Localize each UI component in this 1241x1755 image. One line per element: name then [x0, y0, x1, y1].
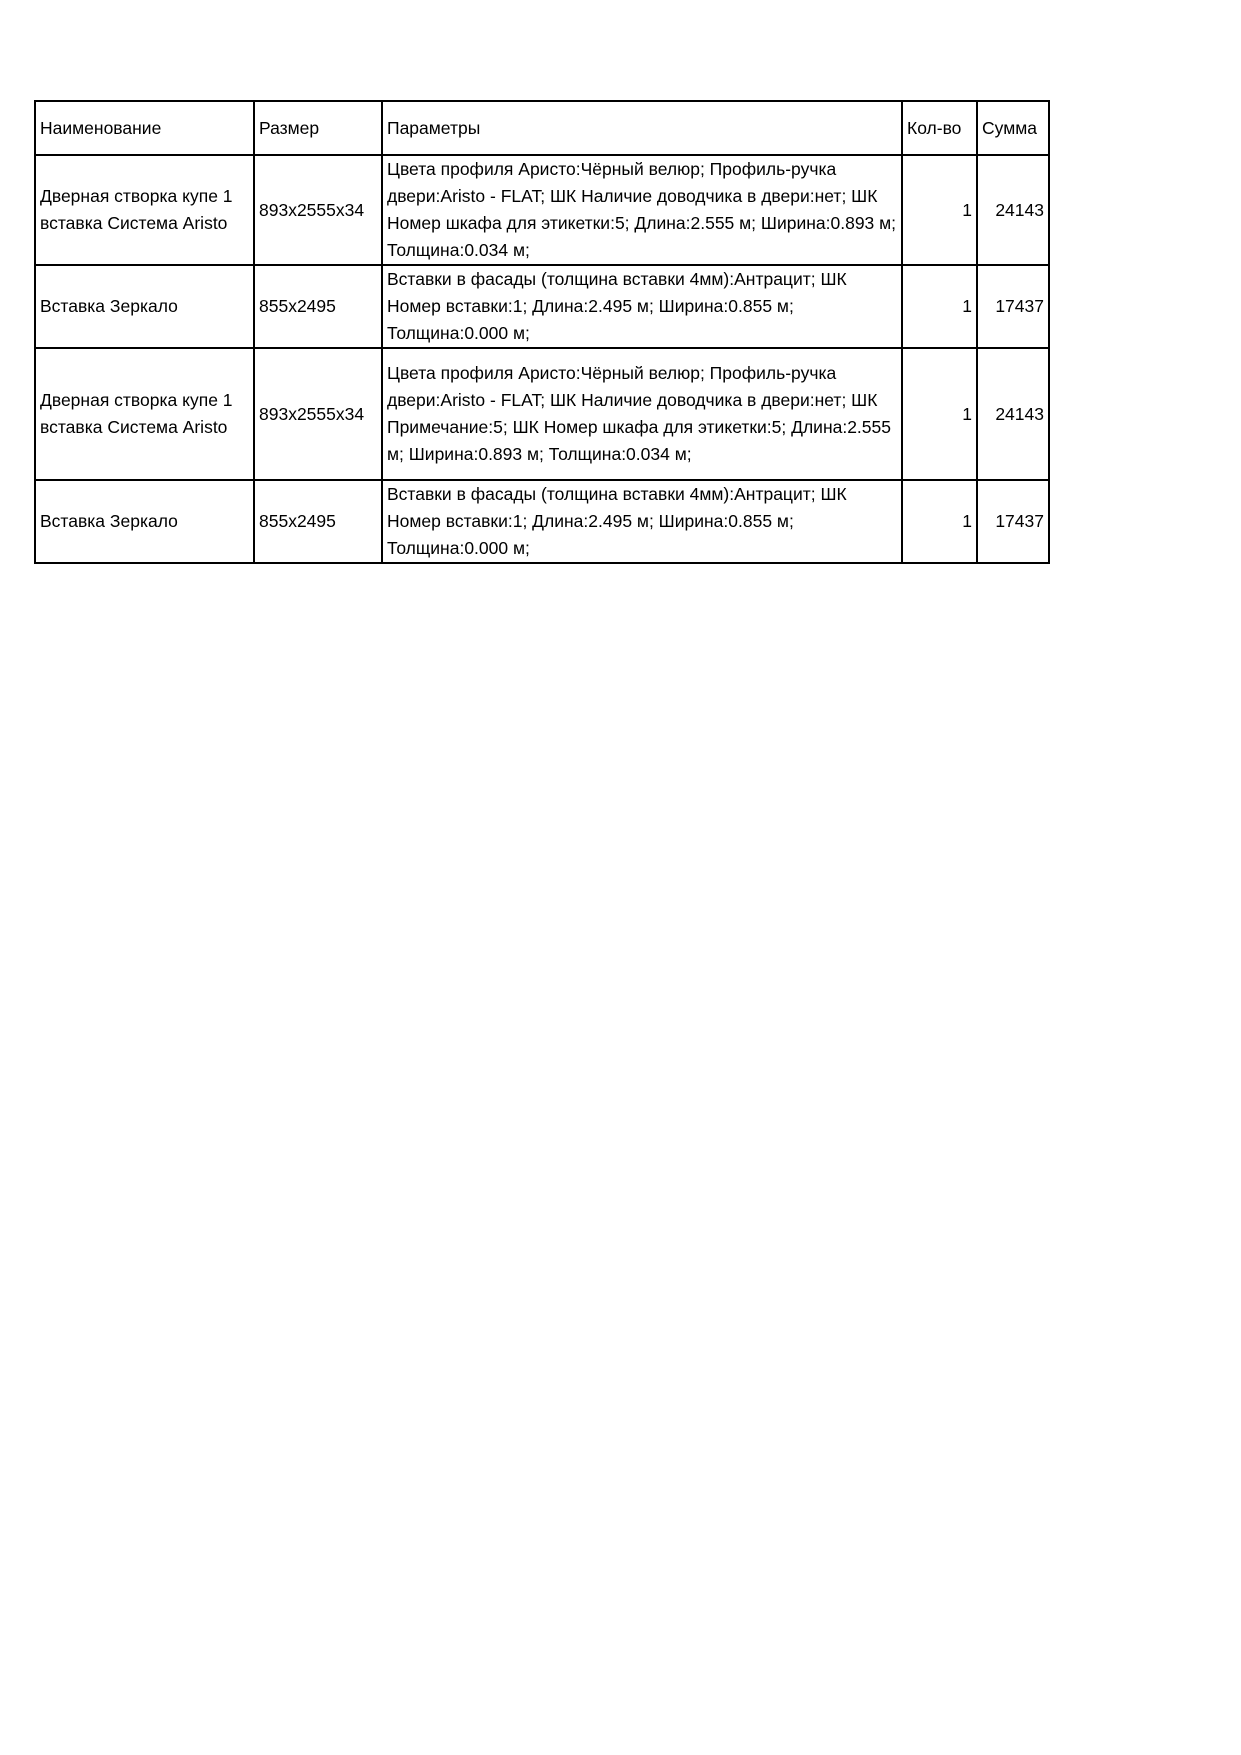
header-sum: Сумма [977, 101, 1049, 155]
cell-size: 893x2555x34 [254, 348, 382, 480]
cell-qty: 1 [902, 480, 977, 563]
cell-size: 893x2555x34 [254, 155, 382, 265]
order-table [34, 100, 1050, 564]
cell-name: Дверная створка купе 1 вставка Система Aristo [35, 155, 254, 265]
header-params: Параметры [382, 101, 902, 155]
cell-sum: 17437 [977, 480, 1049, 563]
cell-params: Цвета профиля Аристо:Чёрный велюр; Профиль-ручка двери:Aristo - FLAT; ШК Наличие доводчика в двери:нет; ШК Номер шкафа для этикетки:5; Длина:2.555 м; Ширина:0.893 м; Толщина:0.034 м; [382, 155, 902, 265]
cell-params: Цвета профиля Аристо:Чёрный велюр; Профиль-ручка двери:Aristo - FLAT; ШК Наличие доводчика в двери:нет; ШК Примечание:5; ШК Номер шкафа для этикетки:5; Длина:2.555 м; Ширина:0.893 м; Толщина:0.034 м; [382, 348, 902, 480]
cell-qty: 1 [902, 348, 977, 480]
cell-params: Вставки в фасады (толщина вставки 4мм):Антрацит; ШК Номер вставки:1; Длина:2.495 м; Ширина:0.855 м; Толщина:0.000 м; [382, 480, 902, 563]
table-row [35, 480, 1049, 563]
cell-name: Дверная створка купе 1 вставка Система Aristo [35, 348, 254, 480]
header-size: Размер [254, 101, 382, 155]
cell-name: Вставка Зеркало [35, 480, 254, 563]
cell-size: 855x2495 [254, 480, 382, 563]
table-row [35, 265, 1049, 348]
cell-size: 855x2495 [254, 265, 382, 348]
cell-qty: 1 [902, 265, 977, 348]
table-row [35, 348, 1049, 480]
header-qty: Кол-во [902, 101, 977, 155]
header-name: Наименование [35, 101, 254, 155]
cell-sum: 24143 [977, 155, 1049, 265]
cell-params: Вставки в фасады (толщина вставки 4мм):Антрацит; ШК Номер вставки:1; Длина:2.495 м; Ширина:0.855 м; Толщина:0.000 м; [382, 265, 902, 348]
table-row [35, 155, 1049, 265]
cell-qty: 1 [902, 155, 977, 265]
cell-name: Вставка Зеркало [35, 265, 254, 348]
cell-sum: 17437 [977, 265, 1049, 348]
cell-sum: 24143 [977, 348, 1049, 480]
table-header-row [35, 101, 1049, 155]
